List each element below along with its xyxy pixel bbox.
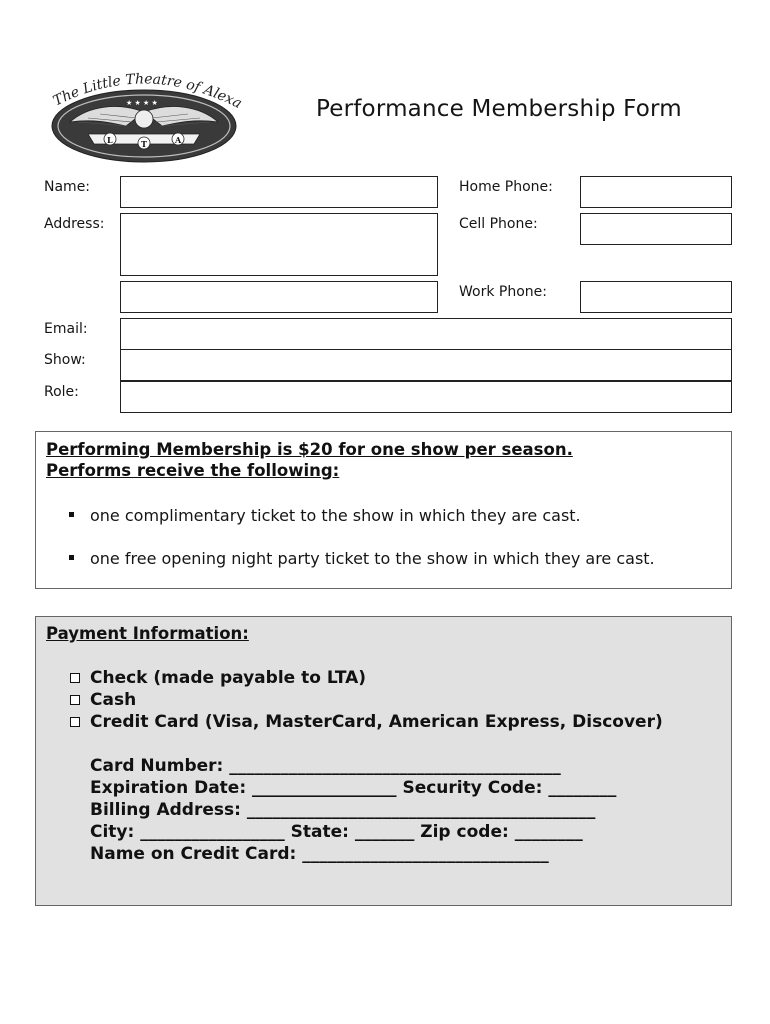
city-state-zip-line[interactable]: City: _________________ State: _______ Zip code: ________ — [90, 822, 583, 842]
role-label: Role: — [44, 384, 79, 400]
check-option-label: Check (made payable to LTA) — [90, 668, 367, 688]
membership-benefits-heading: Performs receive the following: — [46, 461, 340, 480]
membership-price-text: Performing Membership is $20 for one show per season. — [46, 440, 573, 459]
svg-text:★ ★ ★ ★: ★ ★ ★ ★ — [126, 99, 158, 107]
card-number-line[interactable]: Card Number: _______________________________________ — [90, 756, 561, 776]
address-field-line1[interactable] — [120, 213, 438, 276]
logo-letter-a: A — [175, 135, 182, 145]
cell-phone-field[interactable] — [580, 213, 732, 245]
benefit-item: one free opening night party ticket to the show in which they are cast. — [90, 549, 655, 568]
email-label: Email: — [44, 321, 88, 337]
page-title: Performance Membership Form — [316, 96, 682, 122]
cash-option-label: Cash — [90, 690, 137, 710]
show-field[interactable] — [120, 349, 732, 381]
role-field[interactable] — [120, 381, 732, 413]
credit-card-option-label: Credit Card (Visa, MasterCard, American Express, Discover) — [90, 712, 663, 732]
cell-phone-label: Cell Phone: — [459, 216, 538, 232]
logo-arc-text: The Little Theatre of Alexa — [50, 71, 244, 113]
bullet-icon — [69, 512, 74, 517]
name-label: Name: — [44, 179, 91, 195]
logo-letter-t: T — [141, 139, 147, 149]
benefit-item: one complimentary ticket to the show in which they are cast. — [90, 506, 581, 525]
home-phone-label: Home Phone: — [459, 179, 553, 195]
address-field-line2[interactable] — [120, 281, 438, 313]
lta-logo-graphic — [48, 64, 244, 164]
address-label: Address: — [44, 216, 105, 232]
home-phone-field[interactable] — [580, 176, 732, 208]
name-field[interactable] — [120, 176, 438, 208]
cash-option-checkbox[interactable] — [70, 695, 80, 705]
bullet-icon — [69, 555, 74, 560]
expiration-security-line[interactable]: Expiration Date: _________________ Security Code: ________ — [90, 778, 617, 798]
billing-address-line[interactable]: Billing Address: _________________________________________ — [90, 800, 596, 820]
name-on-card-line[interactable]: Name on Credit Card: _____________________________ — [90, 844, 549, 864]
check-option-checkbox[interactable] — [70, 673, 80, 683]
payment-heading: Payment Information: — [46, 624, 249, 643]
show-label: Show: — [44, 352, 86, 368]
email-field[interactable] — [120, 318, 732, 350]
credit-card-option-checkbox[interactable] — [70, 717, 80, 727]
work-phone-field[interactable] — [580, 281, 732, 313]
work-phone-label: Work Phone: — [459, 284, 547, 300]
lta-logo — [48, 64, 244, 164]
logo-letter-l: L — [107, 135, 113, 145]
